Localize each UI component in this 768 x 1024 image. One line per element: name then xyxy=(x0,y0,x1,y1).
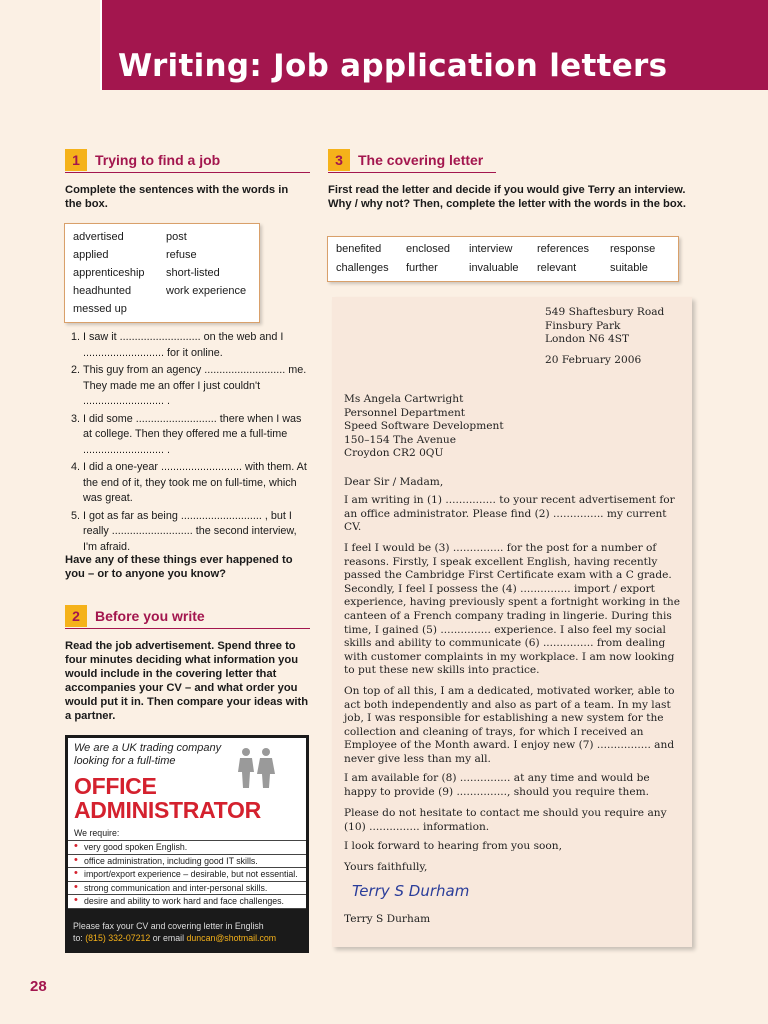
section-2-heading xyxy=(65,604,310,629)
sender-name: Terry S Durham xyxy=(344,913,431,925)
section-3-heading xyxy=(328,148,496,173)
ad-requirements-heading: We require: xyxy=(68,826,306,841)
sentence-list xyxy=(65,330,310,557)
section-3-instruction: First read the letter and decide if you would give Terry an interview. Why / why not? Then, complete the letter with the words in the box. xyxy=(328,184,687,210)
word: refuse xyxy=(166,249,197,261)
section-1 xyxy=(65,148,310,173)
word: work experience xyxy=(166,285,247,297)
ad-headline-line: We are a UK trading company xyxy=(74,742,222,754)
word: apprenticeship xyxy=(73,267,145,279)
letter-date: 20 February 2006 xyxy=(545,353,642,366)
section-number: 3 xyxy=(328,149,350,171)
ad-contact-line xyxy=(73,933,303,945)
page-number: 28 xyxy=(30,978,47,995)
letter-paragraph: Please do not hesitate to contact me should you require any (10) ............... information. xyxy=(344,807,667,833)
page-title: Writing: Job application letters xyxy=(118,48,668,84)
address-line: Finsbury Park xyxy=(545,319,621,332)
list-item: • very good spoken English. xyxy=(68,841,306,855)
letter-paragraph: On top of all this, I am a dedicated, motivated worker, able to act both independently and also as part of a team. In my last job, I was responsible for establishing a new system for the collection and cleaning of trays, for which I received an Employee of the Month award. I enjoy new (7) ................ and never give less than my all. xyxy=(344,685,675,765)
list-item: 1. I saw it ........................... on the web and I ........................... for it online. xyxy=(83,330,310,361)
list-item: • import/export experience – desirable, but not essential. xyxy=(68,868,306,882)
list-item: 4. I did a one-year ........................... with them. At the end of it, they took me on full-time, which was great. xyxy=(83,460,310,507)
address-line: 150–154 The Avenue xyxy=(344,433,457,446)
letter-paragraph: I feel I would be (3) ............... for the post for a number of reasons. Firstly, I speak excellent English, having recently passed the Cambridge First Certificate exam with a C grade. Secondly, I feel I possess the (4) ............... import / export experience, having previously spent a fortnight working in the canteen of a French company trading in lingerie. During this time, I gained (5) ............... experience. I also feel my social skills and ability to communicate (6) ............... from dealing with customer complaints in my workplace. I am now looking to put these new skills into practice. xyxy=(344,542,681,677)
section-number: 1 xyxy=(65,149,87,171)
ad-contact-line: Please fax your CV and covering letter in English xyxy=(73,921,264,931)
section-1-question: Have any of these things ever happened to you – or to anyone you know? xyxy=(65,554,293,580)
word-box-3 xyxy=(327,236,679,282)
signature: Terry S Durham xyxy=(352,882,470,900)
word: response xyxy=(610,243,656,255)
word: messed up xyxy=(73,303,127,315)
word: applied xyxy=(73,249,109,261)
word: headhunted xyxy=(73,285,132,297)
section-title: Before you write xyxy=(95,608,205,624)
section-3 xyxy=(328,148,688,173)
word: enclosed xyxy=(406,243,451,255)
word: post xyxy=(166,231,187,243)
ad-email: duncan@shotmail.com xyxy=(186,932,277,943)
ad-fax-number: (815) 332-07212 xyxy=(85,932,151,943)
word: further xyxy=(406,262,438,274)
closing: Yours faithfully, xyxy=(344,861,428,873)
section-2 xyxy=(65,604,310,629)
ad-job-title-line: OFFICE xyxy=(74,773,157,799)
word: invaluable xyxy=(469,262,519,274)
word: advertised xyxy=(73,231,124,243)
address-line: 549 Shaftesbury Road xyxy=(545,306,665,318)
recipient-address xyxy=(344,393,684,461)
section-title: The covering letter xyxy=(358,152,484,168)
ad-contact xyxy=(73,921,303,944)
ad-job-title xyxy=(74,774,261,822)
job-advertisement xyxy=(65,735,309,953)
word: benefited xyxy=(336,243,382,255)
word: challenges xyxy=(336,262,389,274)
section-number: 2 xyxy=(65,605,87,627)
section-2-instruction: Read the job advertisement. Spend three to four minutes deciding what information you would include in the covering letter that accompanies your CV – and what order you would put it in. Then compare your ideas with a partner. xyxy=(65,640,309,722)
letter-paragraph: I am available for (8) ............... at any time and would be happy to provide (9) ..............., should you require them. xyxy=(344,772,650,798)
address-line: London N6 4ST xyxy=(545,333,630,346)
section-title: Trying to find a job xyxy=(95,152,221,168)
word: interview xyxy=(469,243,513,255)
address-line: Personnel Department xyxy=(344,406,466,419)
ad-contact-or: or email xyxy=(152,932,185,943)
ad-headline-line: looking for a full-time xyxy=(74,755,176,767)
section-1-heading xyxy=(65,148,310,173)
ad-headline xyxy=(74,742,221,768)
word-box-1 xyxy=(64,223,260,323)
list-item: 3. I did some ........................... there when I was at college. Then they offered me a full-time ........................... . xyxy=(83,412,310,459)
salutation: Dear Sir / Madam, xyxy=(344,476,444,488)
sender-address xyxy=(545,306,685,367)
address-line: Croydon CR2 0QU xyxy=(344,447,444,460)
covering-letter xyxy=(332,297,692,947)
ad-job-title-line: ADMINISTRATOR xyxy=(74,797,261,823)
ad-header xyxy=(68,738,306,826)
list-item: • strong communication and inter-personal skills. xyxy=(68,882,306,896)
list-item: • desire and ability to work hard and face challenges. xyxy=(68,895,306,909)
list-item: 5. I got as far as being ........................... , but I really ........................... the second interview, I'm afraid. xyxy=(83,509,310,556)
word: suitable xyxy=(610,262,648,274)
word: references xyxy=(537,243,589,255)
word: short-listed xyxy=(166,267,220,279)
ad-contact-to: to: xyxy=(73,932,83,943)
section-1-instruction: Complete the sentences with the words in the box. xyxy=(65,184,289,210)
address-line: Speed Software Development xyxy=(344,420,504,433)
word: relevant xyxy=(537,262,577,274)
letter-paragraph: I am writing in (1) ............... to your recent advertisement for an office administrator. Please find (2) ............... my current CV. xyxy=(344,494,675,534)
letter-paragraph: I look forward to hearing from you soon, xyxy=(344,840,562,852)
ad-requirements xyxy=(68,826,306,909)
list-item: • office administration, including good IT skills. xyxy=(68,855,306,869)
list-item: 2. This guy from an agency ........................... me. They made me an offer I just couldn't ........................... . xyxy=(83,363,310,410)
address-line: Ms Angela Cartwright xyxy=(344,393,464,405)
